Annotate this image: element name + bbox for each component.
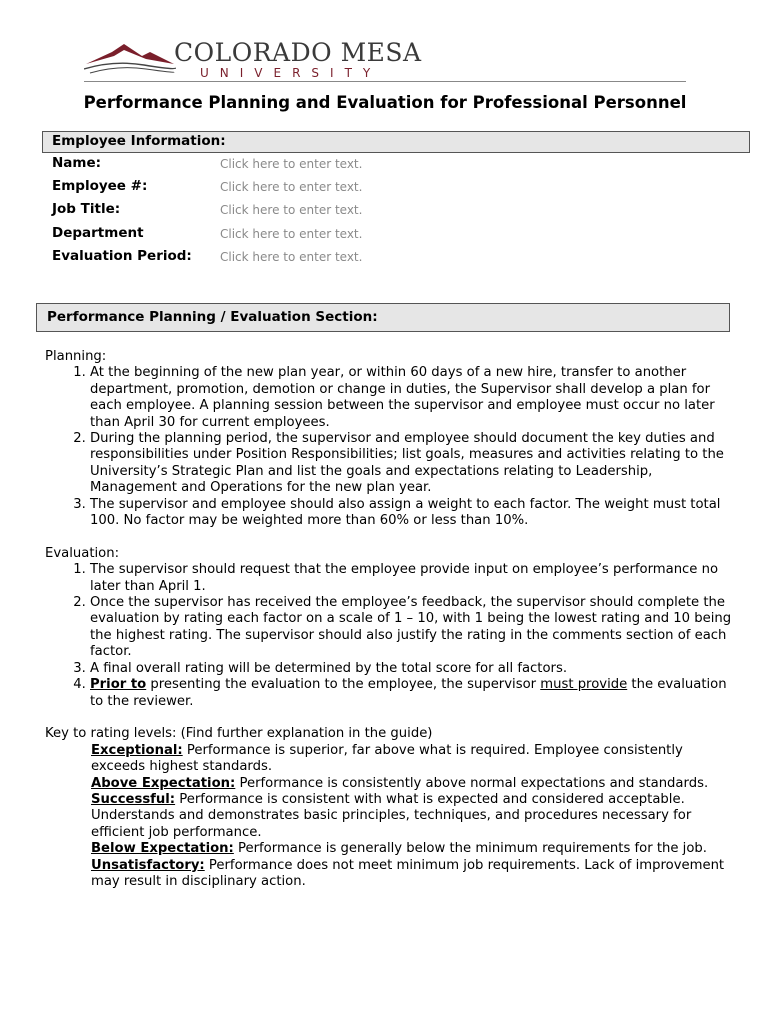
field-label: Job Title: — [52, 201, 121, 218]
rating-desc: Performance is generally below the minimum requirements for the job. — [233, 841, 707, 857]
rating-name: Successful: — [91, 791, 176, 807]
logo-name: COLORADO MESA — [174, 38, 422, 67]
job-title-input[interactable]: Click here to enter text. — [220, 203, 363, 218]
rating-name: Exceptional: — [91, 742, 183, 758]
employee-info-header: Employee Information: — [42, 131, 750, 153]
logo-subtitle: UNIVERSITY — [200, 66, 382, 80]
evaluation-period-input[interactable]: Click here to enter text. — [220, 249, 363, 264]
list-item — [90, 677, 735, 710]
rating-desc: Performance is consistently above normal expectations and standards. — [235, 775, 709, 791]
rating-level — [91, 858, 735, 891]
rating-desc: Performance is consistent with what is expected and considered acceptable. Understands and demonstrates basic principles, techniques, and procedures necessary for efficient job performance. — [91, 791, 692, 840]
key-heading: Key to rating levels: (Find further explanation in the guide) — [45, 726, 433, 742]
prior-to-text: Prior to — [90, 677, 147, 693]
mountain-icon — [84, 42, 176, 74]
header-rule — [84, 81, 686, 82]
university-logo — [84, 36, 422, 82]
planning-evaluation-header: Performance Planning / Evaluation Section: — [36, 303, 730, 332]
planning-list — [45, 365, 735, 529]
rating-level — [91, 792, 735, 841]
rating-desc: Performance does not meet minimum job requirements. Lack of improvement may result in disciplinary action. — [91, 857, 725, 889]
list-item: 1. The supervisor should request that the employee provide input on employee’s performance no later than April 1. — [90, 562, 735, 595]
name-input[interactable]: Click here to enter text. — [220, 157, 363, 171]
item-text: the evaluation to the reviewer. — [90, 677, 727, 709]
field-label: Name: — [52, 155, 102, 171]
evaluation-heading: Evaluation: — [45, 545, 120, 561]
rating-name: Above Expectation: — [91, 775, 236, 791]
field-label: Department — [52, 224, 144, 241]
list-item: 2. During the planning period, the supervisor and employee should document the key duties and responsibilities under Position Responsibilities; list goals, measures and activities relating to the University’s Strategic Plan and list the goals and expectations relating to Leadership, Management and Operations for the new plan year. — [90, 431, 735, 497]
list-item: 3. The supervisor and employee should also assign a weight to each factor. The weight must total 100. No factor may be weighted more than 60% or less than 10%. — [90, 497, 735, 530]
instructions-body — [45, 349, 735, 890]
planning-heading: Planning: — [45, 349, 107, 364]
rating-level — [91, 776, 735, 792]
field-label: Employee #: — [52, 178, 148, 195]
page-title: Performance Planning and Evaluation for Professional Personnel — [83, 93, 687, 112]
list-item: 3. A final overall rating will be determined by the total score for all factors. — [90, 661, 735, 677]
rating-name: Unsatisfactory: — [91, 857, 205, 873]
list-item: 1. At the beginning of the new plan year, or within 60 days of a new hire, transfer to another department, promotion, demotion or change in duties, the Supervisor shall develop a plan for each employee. A planning session between the supervisor and employee must occur no later than April 30 for current employees. — [90, 365, 735, 431]
rating-level — [91, 841, 735, 857]
rating-name: Below Expectation: — [91, 841, 234, 857]
employee-number-input[interactable]: Click here to enter text. — [220, 180, 363, 195]
must-provide-text: must provide — [540, 677, 628, 693]
evaluation-list — [45, 562, 735, 710]
list-item: 2. Once the supervisor has received the employee’s feedback, the supervisor should complete the evaluation by rating each factor on a scale of 1 – 10, with 1 being the lowest rating and 10 being the highest rating. The supervisor should also justify the rating in the comments section of each factor. — [90, 595, 735, 661]
rating-level — [91, 743, 735, 776]
field-label: Evaluation Period: — [52, 247, 192, 264]
rating-levels — [45, 743, 735, 891]
department-input[interactable]: Click here to enter text. — [220, 226, 363, 241]
item-text: presenting the evaluation to the employee, the supervisor — [146, 677, 541, 693]
rating-desc: Performance is superior, far above what is required. Employee consistently exceeds highest standards. — [91, 742, 683, 775]
